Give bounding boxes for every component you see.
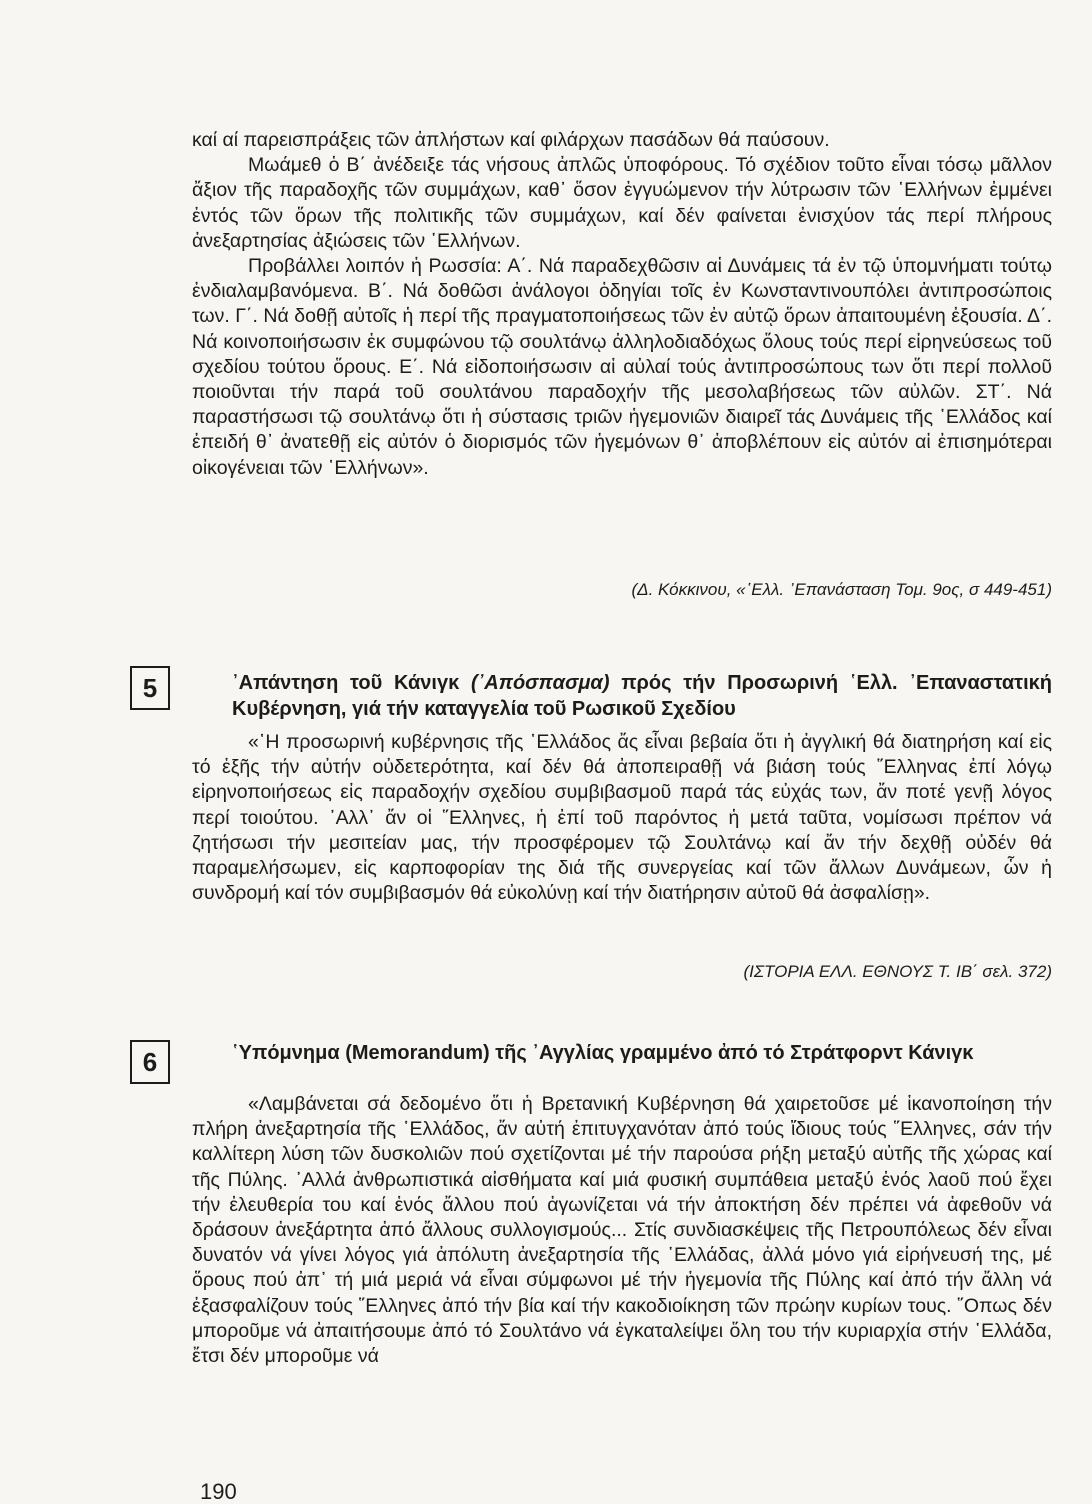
section-6-paragraph: «Λαμβάνεται σά δεδομένο ὅτι ἡ Βρετανική Κυβέρνηση θά χαιρετοῦσε μέ ἱκανοποίηση τήν πλήρη ἀνεξαρτησία τῆς ῾Ελλάδος, ἄν αὐτή ἐπιτυγχανόταν ἀπό τούς ἴδιους τούς ῞Ελληνες, σάν τήν καλλίτερη λύση τῶν δυσκολιῶν πού σχετίζονται μέ τήν παρούσα ρήξη μεταξύ αὐτῆς τῆς χώρας καί τῆς Πύλης. ᾿Αλλά ἀνθρωπιστικά αἰσθήματα καί μιά φυσική συμπάθεια μεταξύ ἑνός λαοῦ πού ἔχει τήν ἐλευθερία του καί ἑνός ἄλλου πού ἀγωνίζεται νά τήν ἀποκτήση δέν πρέπει νά ἀφεθοῦν νά δράσουν ἀνεξάρτητα ἀπό ἄλλους συλλογισμούς... Στίς συνδιασκέψεις τῆς Πετρουπόλεως δέν εἶναι δυνατόν νά γίνει λόγος γιά ἀπόλυτη ἀνεξαρτησία τῆς ῾Ελλάδας, ἀλλά μόνο γιά εἰρήνευσή της, μέ ὅρους πού ἀπ᾽ τή μιά μεριά νά εἶναι σύμφωνοι μέ τήν ἡγεμονία τῆς Πύλης καί ἀπό τήν ἄλλη νά ἐξασφαλίζουν τούς ῞Ελληνες ἀπό τήν βία καί τήν κακοδιοίκηση τῶν πρώην κυρίων τους. ῞Οπως δέν μποροῦμε νά ἀπαιτήσουμε ἀπό τό Σουλτάνο νά ἐγκαταλείψει ὅλη του τήν κυριαρχία στήν ῾Ελλάδα, ἔτσι δέν μποροῦμε νά bbox=[192, 1093, 1052, 1368]
intro-paragraph-2: Μωάμεθ ὁ Β΄ ἀνέδειξε τάς νήσους ἀπλῶς ὑποφόρους. Τό σχέδιον τοῦτο εἶναι τόσῳ μᾶλλον ἄξιον τῆς παραδοχῆς τῶν συμμάχων, καθ᾽ ὅσον ἐγγυώμενον τήν λύτρωσιν τῶν ῾Ελλήνων ἐμμένει ἐντός τῶν ὅρων τῆς πολιτικῆς τῶν συμμάχων, καί δέν φαίνεται ἐνισχύον τάς περί πλήρους ἀνεξαρτησίας ἀξιώσεις τῶν ῾Ελλήνων. bbox=[192, 154, 1052, 252]
section-5-citation: (ΙΣΤΟΡΙΑ ΕΛΛ. ΕΘΝΟΥΣ Τ. ΙΒ΄ σελ. 372) bbox=[743, 962, 1052, 981]
intro-text bbox=[192, 128, 1052, 481]
section-5-body bbox=[192, 730, 1052, 906]
section-number-5: 5 bbox=[130, 666, 170, 710]
section-6-body bbox=[192, 1092, 1052, 1369]
section-5-heading-pre: ᾿Απάντηση τοῦ Κάνιγκ bbox=[232, 672, 471, 694]
intro-paragraph-1: καί αί παρεισπράξεις τῶν ἀπλήστων καί φιλάρχων πασάδων θά παύσουν. bbox=[192, 129, 830, 151]
section-5-heading bbox=[232, 670, 1052, 722]
page-number: 190 bbox=[200, 1479, 237, 1504]
section-5-heading-excerpt: (᾿Απόσπασμα) bbox=[470, 672, 610, 694]
section-5-paragraph: «῾Η προσωρινή κυβέρνησις τῆς ῾Ελλάδος ἄς εἶναι βεβαία ὅτι ἡ ἀγγλική θά διατηρήση καί εἰς τό ἑξῆς τήν αὐτήν οὐδετερότητα, καί δέν θά ἀποπειραθῇ νά βιάση τούς ῞Ελληνας ἐπί λόγῳ εἰρηνοποιήσεως εἰς παραδοχήν σχεδίου συμβιβασμοῦ παρά τάς εὐχάς των, ἄν ποτέ γενῇ λόγος περί τοιούτου. ᾿Αλλ᾽ ἄν οἱ ῞Ελληνες, ἡ ἐπί τοῦ παρόντος ἡ μετά ταῦτα, νομίσωσι πρέπον νά ζητήσωσι τήν μεσιτείαν μας, τήν προσφέρομεν τῷ Σουλτάνῳ καί ἄν τήν δεχθῇ οὐδέν θά παραμελήσωμεν, εἰς καρποφορίαν της διά τῆς συνεργείας καί τῶν ἄλλων Δυνάμεων, ὧν ἡ συνδρομή καί τόν συμβιβασμόν θά εὐκολύνῃ καί τήν διατήρησιν αὐτοῦ θά ἀσφαλίσῃ». bbox=[192, 731, 1052, 905]
intro-citation: (Δ. Κόκκινου, «῾Ελλ. ᾿Επανάσταση Τομ. 9ος, σ 449-451) bbox=[631, 580, 1052, 599]
section-5-heading-post: πρός τήν Προσωρινή ῾Ελλ. ᾿Επαναστατική Κυβέρνηση, γιά τήν καταγγελία τοῦ Ρωσικοῦ Σχεδίου bbox=[232, 672, 1053, 720]
section-number-6: 6 bbox=[130, 1040, 170, 1084]
section-6-heading: ῾Υπόμνημα (Memorandum) τῆς ᾿Αγγλίας γραμμένο ἀπό τό Στράτφορντ Κάνιγκ bbox=[232, 1042, 974, 1064]
intro-paragraph-3: Προβάλλει λοιπόν ἡ Ρωσσία: Α΄. Νά παραδεχθῶσιν αἱ Δυνάμεις τά ἐν τῷ ὑπομνήματι τούτῳ ἐνδιαλαμβανόμενα. Β΄. Νά δοθῶσι ἀνάλογοι ὁδηγίαι τοῖς ἐν Κωνσταντινουπόλει ἀντιπροσώποις των. Γ΄. Νά δοθῇ αὐτοῖς ἡ περί τῆς πραγματοποιήσεως τῶν ἐν αὐτῷ ὅρων ἀπαιτουμένη ἐξουσία. Δ΄. Νά κοινοποιήσωσιν ἐκ συμφώνου τῷ σουλτάνῳ ἀλληλοδιαδόχως ὅλους τούς περί εἰρηνεύσεως τοῦ σχεδίου τούτου ὅρους. Ε΄. Νά εἰδοποιήσωσιν αἱ αὐλαί τούς ἀντιπροσώπους των ὅτι περί πολλοῦ ποιοῦνται τήν παρά τοῦ σουλτάνου παραδοχήν τῆς μεσολαβήσεως τῶν αὐλῶν. ΣΤ΄. Νά παραστήσωσι τῷ σουλτάνῳ ὅτι ἡ σύστασις τριῶν ἡγεμονιῶν διαιρεῖ τάς Δυνάμεις τῆς ῾Ελλάδος καί ἐπειδή θ᾽ ἀνατεθῇ εἰς αὐτόν ὁ διορισμός τῶν ἡγεμόνων θ᾽ ἀποβλέπουν εἰς αὐτόν αἱ ἐπισημότεραι οἰκογένειαι τῶν ῾Ελλήνων». bbox=[192, 255, 1052, 479]
